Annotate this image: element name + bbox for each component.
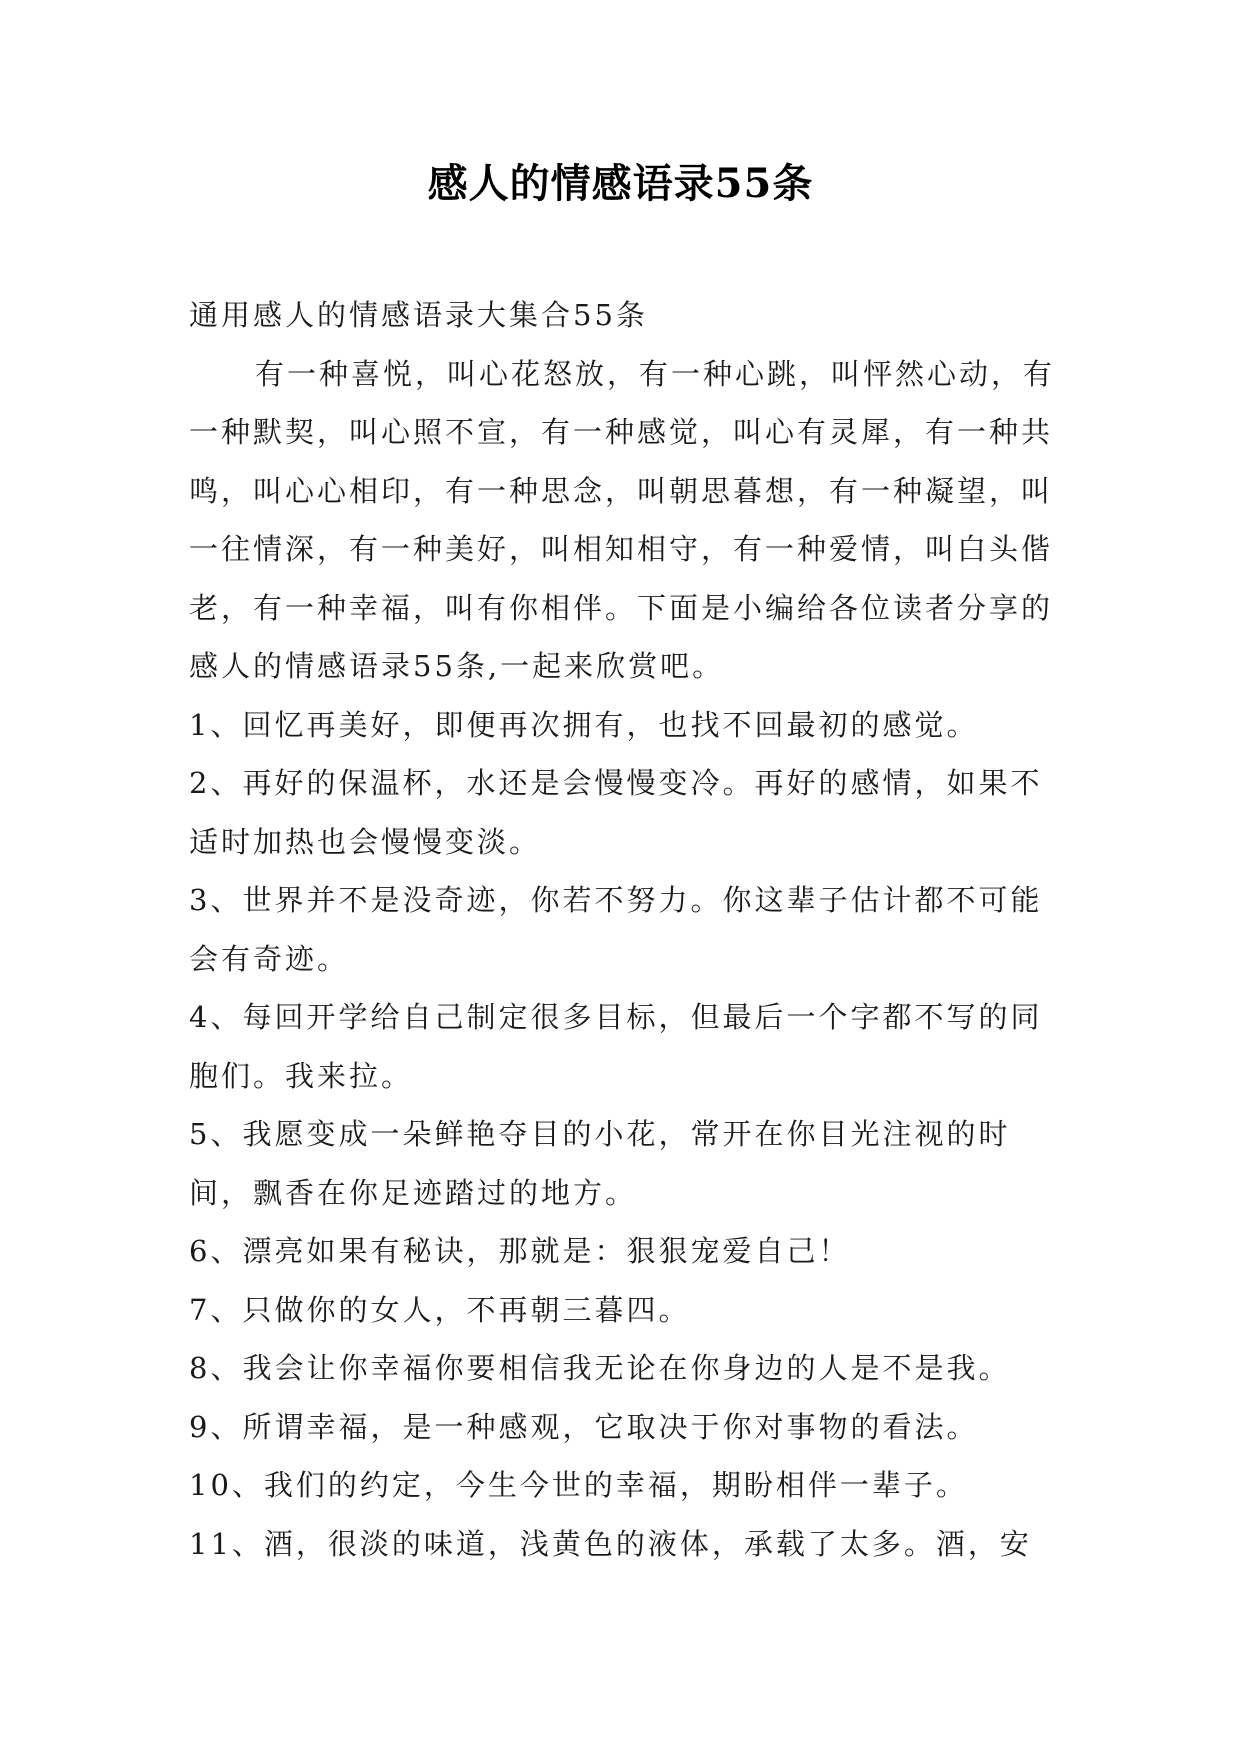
list-item: 8、我会让你幸福你要相信我无论在你身边的人是不是我。: [189, 1351, 1011, 1385]
list-item: 9、所谓幸福，是一种感观，它取决于你对事物的看法。: [189, 1409, 979, 1444]
list-item: 3、世界并不是没奇迹，你若不努力。你这辈子估计都不可能会有奇迹。: [189, 883, 1043, 976]
list-item: 2、再好的保温杯，水还是会慢慢变冷。再好的感情，如果不适时加热也会慢慢变淡。: [189, 766, 1043, 859]
document-title: 感人的情感语录55条: [427, 160, 814, 207]
list-item: 6、漂亮如果有秘诀，那就是：狠狠宠爱自己！: [189, 1234, 851, 1268]
list-item: 7、只做你的女人，不再朝三暮四。: [189, 1292, 691, 1327]
list-item: 10、我们的约定，今生今世的幸福，期盼相伴一辈子。: [189, 1468, 968, 1502]
list-item: 1、回忆再美好，即便再次拥有，也找不回最初的感觉。: [189, 707, 979, 742]
document-subtitle: 通用感人的情感语录大集合55条: [189, 298, 648, 332]
list-item: 11、酒，很淡的味道，浅黄色的液体，承载了太多。酒，安: [189, 1526, 1032, 1561]
list-item: 5、我愿变成一朵鲜艳夺目的小花，常开在你目光注视的时间，飘香在你足迹踏过的地方。: [189, 1117, 1011, 1210]
list-item: 4、每回开学给自己制定很多目标，但最后一个字都不写的同胞们。我来拉。: [189, 1000, 1043, 1093]
document-body: [189, 286, 1069, 1573]
intro-paragraph: 有一种喜悦，叫心花怒放，有一种心跳，叫怦然心动，有一种默契，叫心照不宣，有一种感觉，叫心有灵犀，有一种共鸣，叫心心相印，有一种思念，叫朝思暮想，有一种凝望，叫一往情深，有一种美好，叫相知相守，有一种爱情，叫白头偕老，有一种幸福，叫有你相伴。下面是小编给各位读者分享的感人的情感语录55条,一起来欣赏吧。: [189, 356, 1056, 683]
